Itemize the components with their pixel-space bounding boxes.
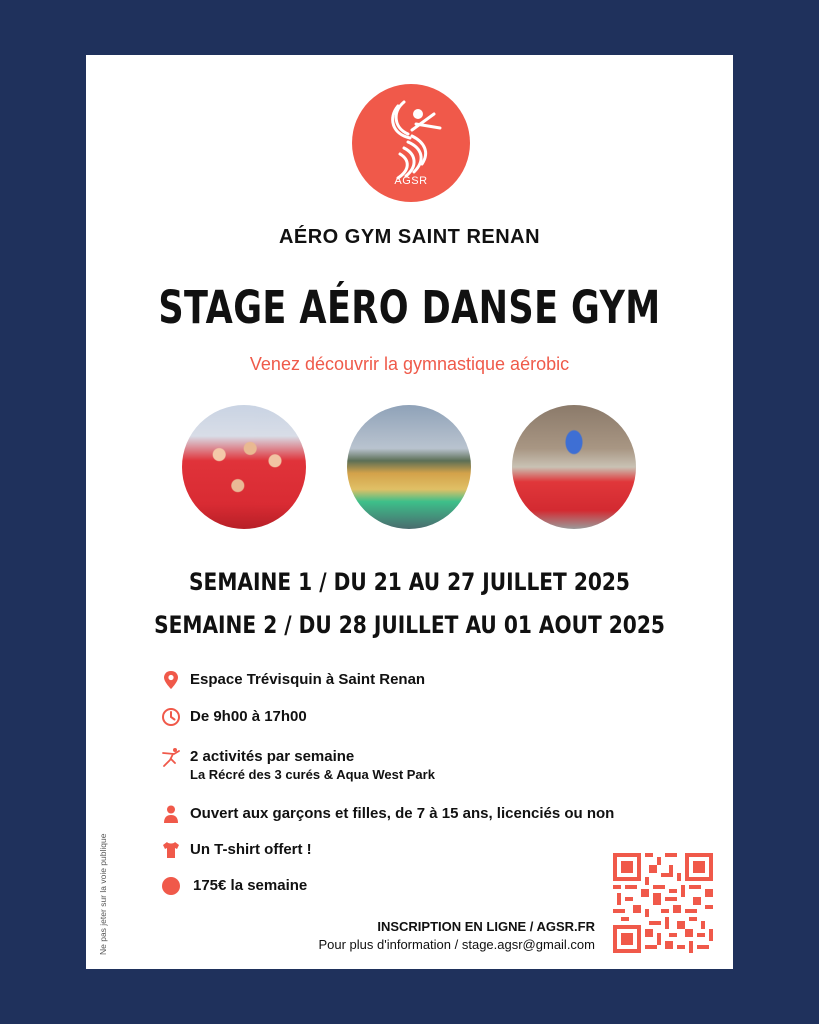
week-2-dates: SEMAINE 2 / DU 28 JUILLET AU 01 AOUT 2025 [154, 611, 665, 639]
logo-text: AGSR [394, 175, 428, 187]
hours-text: De 9h00 à 17h00 [190, 708, 307, 725]
subtitle: Venez découvrir la gymnastique aérobic [249, 354, 570, 374]
qr-code-icon[interactable] [613, 853, 713, 953]
page-title: STAGE AÉRO DANSE GYM [158, 281, 661, 334]
tshirt-icon [161, 840, 181, 860]
activities-detail-text: La Récré des 3 curés & Aqua West Park [190, 767, 435, 782]
location-text: Espace Trévisquin à Saint Renan [190, 671, 426, 688]
contact-text[interactable]: Pour plus d'information / stage.agsr@gmail.com [318, 937, 595, 952]
photo-group-mascot [512, 405, 636, 529]
photo-water-park [347, 405, 471, 529]
location-pin-icon [161, 670, 181, 690]
person-icon [161, 804, 181, 824]
club-logo [352, 84, 470, 202]
disclaimer-text: Ne pas jeter sur la voie publique [98, 833, 108, 955]
clock-icon [161, 707, 181, 727]
dot-icon [161, 876, 181, 896]
inscription-link[interactable]: INSCRIPTION EN LIGNE / AGSR.FR [377, 919, 595, 934]
activities-text: 2 activités par semaine [190, 748, 355, 765]
audience-text: Ouvert aux garçons et filles, de 7 à 15 ans, licenciés ou non [190, 805, 615, 822]
week-1-dates: SEMAINE 1 / DU 21 AU 27 JUILLET 2025 [189, 568, 630, 596]
dancer-icon [161, 747, 181, 767]
tshirt-text: Un T-shirt offert ! [190, 841, 312, 858]
price-text: 175€ la semaine [193, 877, 308, 894]
club-name: AÉRO GYM SAINT RENAN [278, 226, 541, 248]
flyer-sheet [86, 55, 733, 969]
photo-group-red-shirts [182, 405, 306, 529]
